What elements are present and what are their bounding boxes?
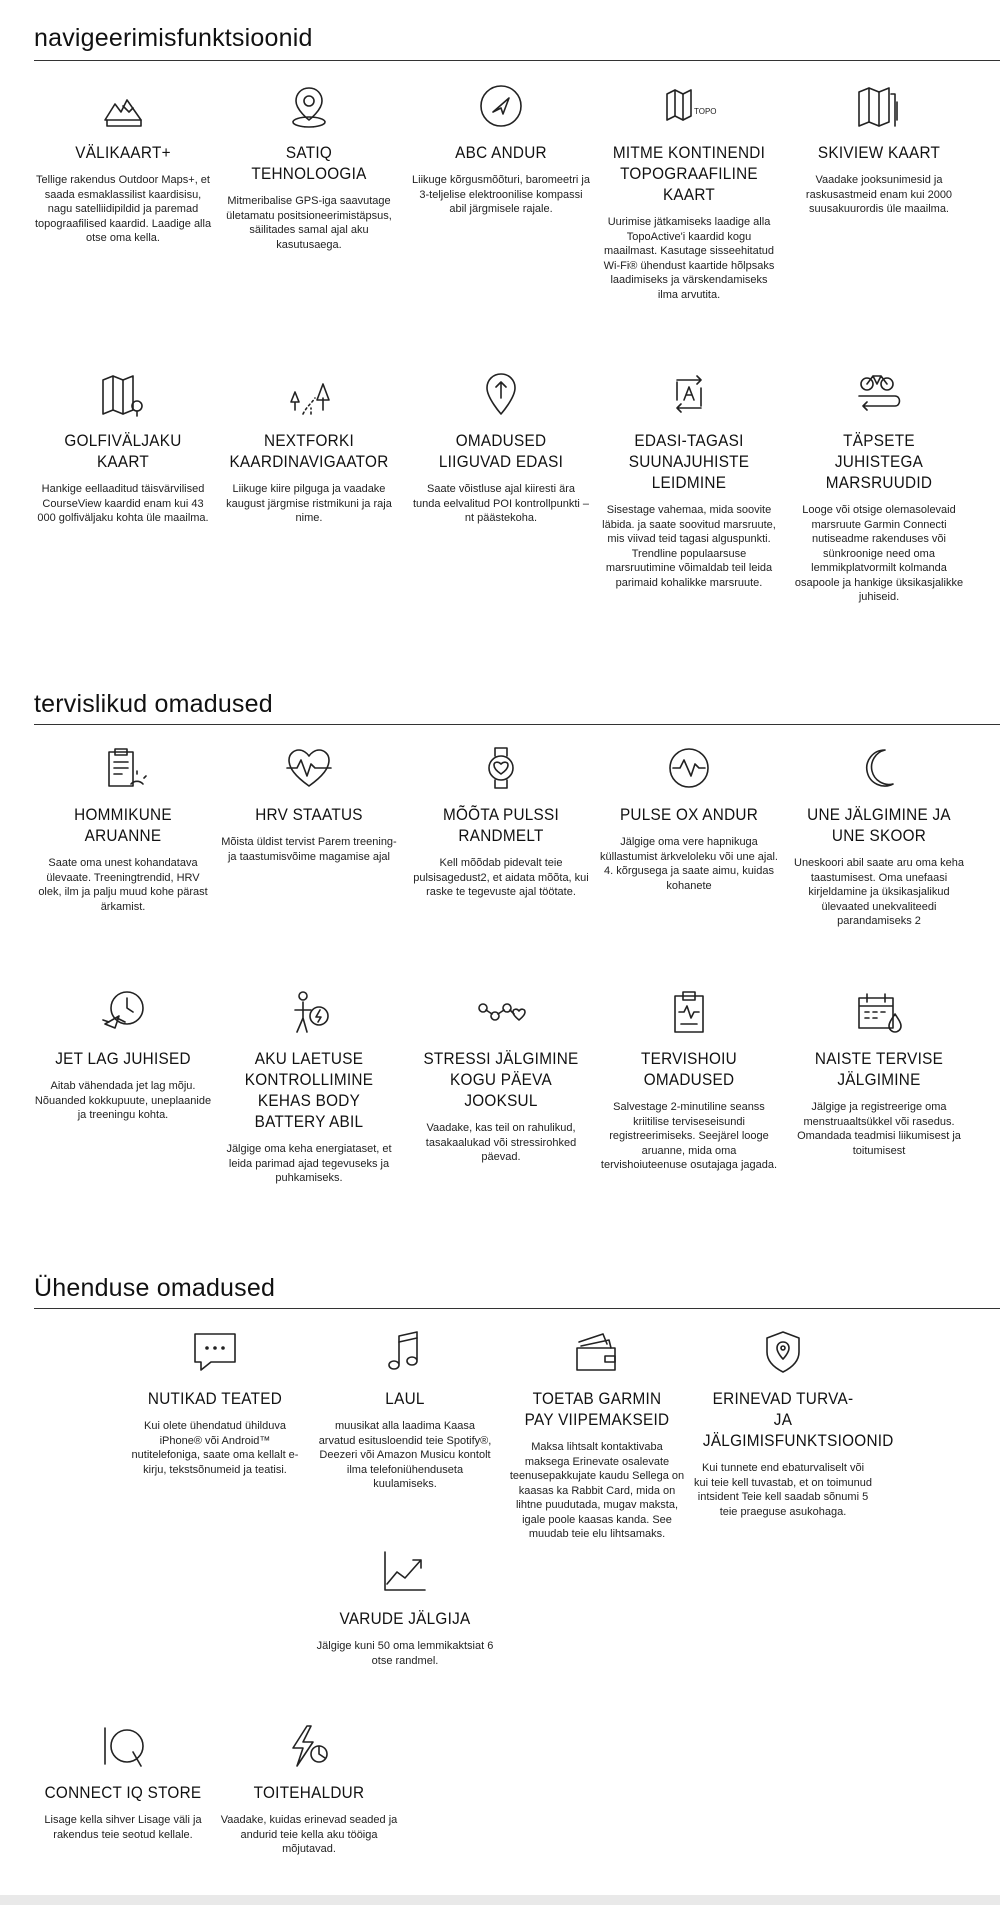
section-divider [34,1308,1000,1309]
feature-text: Saate oma unest kohandatava ülevaate. Treeningtrendid, HRV olek, ilm ja palju muud kohe pärast ärkamist. [38,857,208,913]
feature-title: ABC ANDUR [455,143,547,162]
feature-text: Uneskoori abil saate aru oma keha taastumisest. Oma unefaasi kirjeldamine ja üksikasjalikud ülevaated unekvaliteedi parandamiseks 2 [794,857,964,927]
feature-text: Mõista üldist tervist Parem treening- ja taastumisvõime magamise ajal [221,836,397,863]
feature-text: Sisestage vahemaa, mida soovite läbida. ja saate soovitud marsruute, mis viivad teid tagasi alguspunkti. Trendline populaarsuse marsruutimine võimaldab teil leida parimaid kohalikke marsruute. [602,504,776,589]
section-title-navigation: navigeerimisfunktsioonid [34,24,313,52]
feature-hrv [220,744,398,864]
feature-title: OMADUSED LIIGUVAD EDASI [438,431,564,471]
feature-title: LAUL [385,1389,425,1408]
calendar-drop-icon [851,988,907,1036]
feature-garmin-pay [508,1328,686,1542]
plane-clock-icon [95,988,151,1036]
page-footer-strip [0,1895,1000,1905]
feature-title: PULSE OX ANDUR [619,805,759,824]
feature-title: EDASI-TAGASI SUUNAJUHISTE LEIDMINE [628,431,750,492]
clipboard-health-icon [661,988,717,1036]
feature-text: Uurimise jätkamiseks laadige alla TopoActive'i kaardid kogu maailmast. Kasutage sisseehitatud Wi-Fi® ühendust kaartide hõlpsaks laadimiseks ja värskendamiseks ilma arvutita. [603,216,775,301]
feature-turn-by-turn [790,370,968,605]
feature-text: Looge või otsige olemasolevaid marsruute Garmin Connecti nutiseadme rakenduses või sünkroonige need oma lemmikplatvormilt kolmanda osapoole ja hankige üksikasjalikke juhiseid. [794,504,964,603]
feature-title: HRV STAATUS [255,805,363,824]
feature-text: Aitab vähendada jet lag mõju. Nõuanded kokkupuute, uneplaanide ja treeningu kohta. [34,1080,212,1121]
feature-title: MITME KONTINENDI TOPOGRAAFILINE KAART [612,143,766,204]
feature-title: TÄPSETE JUHISTEGA MARSRUUDID [825,431,933,492]
feature-wrist-hr [412,744,590,900]
svg-text:TOPO: TOPO [694,107,717,116]
section-divider [34,60,1000,61]
feature-title: NUTIKAD TEATED [147,1389,283,1408]
trail-fork-icon [281,370,337,418]
feature-music [316,1328,494,1492]
feature-text: Liikuge kiire pilguga ja vaadake kaugust järgmise ristmikuni ja raja nime. [226,483,392,524]
feature-title: AKU LAETUSE KONTROLLIMINE KEHAS BODY BATTERY ABIL [244,1049,374,1131]
feature-connect-iq [34,1722,212,1842]
shield-pin-icon [755,1328,811,1376]
feature-text: Saate võistluse ajal kiiresti ära tunda eelvalitud POI kontrollpunkti – nt päästekoha. [412,483,590,524]
feature-title: UNE JÄLGIMINE JA UNE SKOOR [807,805,951,845]
feature-text: Tellige rakendus Outdoor Maps+, et saada esmaklassilist kaardisisu, nagu satelliidipildid ja paremad topograafilised kaardid. Laadige alla otse oma kella. [34,174,212,244]
feature-topo-map [600,82,778,302]
feature-text: Jälgige oma vere hapnikuga küllastumist ärkveloleku või une ajal. 4. kõrgusega ja saate aimu, kuidas kohanete [600,836,778,892]
body-battery-icon [281,988,337,1036]
feature-nextfork [220,370,398,526]
section-divider [34,724,1000,725]
feature-text: Hankige eellaaditud täisvärvilised CourseView kaardid enam kui 43 000 golfiväljaku kohta üle maailma. [37,483,209,524]
feature-text: Jälgige kuni 50 oma lemmikaktsiat 6 otse randmel. [316,1640,494,1667]
golf-map-icon [95,370,151,418]
feature-text: Lisage kella sihver Lisage väli ja rakendus teie seotud kellale. [44,1814,202,1841]
feature-satiq [220,82,398,252]
wallet-cards-icon [569,1328,625,1376]
feature-title: HOMMIKUNE ARUANNE [74,805,172,845]
feature-text: muusikat alla laadima Kaasa arvatud esitusloendid teie Spotify®, Deezeri või Amazon Musicu kontolt ilma telefoniühenduseta kuulamiseks. [318,1420,492,1490]
feature-text: Kell mõõdab pidevalt teie pulsisagedust2, et aidata mõõta, kui raske te tegevuste ajal töötate. [413,857,589,898]
watch-heart-icon [473,744,529,792]
feature-womens-health [790,988,968,1158]
hrv-heart-icon [281,744,337,792]
feature-power-manager [220,1722,398,1857]
feature-title: JET LAG JUHISED [55,1049,191,1068]
feature-smart-notifications [126,1328,304,1477]
arrow-pin-icon [473,370,529,418]
feature-golf-map [34,370,212,526]
feature-title: SATIQ TEHNOLOOGIA [251,143,367,183]
ski-map-icon [851,82,907,130]
feature-stock-tracker [316,1548,494,1668]
feature-title: VARUDE JÄLGIJA [339,1609,471,1628]
feature-stress [412,988,590,1165]
feature-morning-report [34,744,212,914]
feature-title: TOETAB GARMIN PAY VIIPEMAKSEID [524,1389,670,1429]
feature-text: Kui tunnete end ebaturvaliselt või kui teie kell tuvastab, et on toimunud intsident Teie kell saadab sõnumi 5 teie praeguse asukohaga. [694,1462,872,1518]
feature-text: Mitmeribalise GPS-iga saavutage ületamatu positsioneerimistäpsus, säilitades samal ajal aku kasutusaega. [226,195,392,251]
feature-title: TERVISHOIU OMADUSED [641,1049,737,1089]
moon-icon [851,744,907,792]
feature-pulse-ox [600,744,778,893]
feature-text: Jälgige oma keha energiataset, et leida parimad ajad tegevuseks ja puhkamiseks. [226,1143,392,1184]
feature-text: Maksa lihtsalt kontaktivaba maksega Erinevate osalevate teenusepakkujate kaudu Sellega on kaasas ka Rabbit Card, mida on lihtne puudutada, mugav maksta, igale poole kaasas kanda. See muudab teie elu lihtsamaks. [509,1441,685,1540]
feature-moving-forward [412,370,590,526]
feature-title: CONNECT IQ STORE [44,1783,202,1802]
feature-text: Liikuge kõrgusmõõturi, baromeetri ja 3-teljelise elektroonilise kompassi abil järgmisele rajale. [412,174,590,215]
feature-text: Jälgige ja registreerige oma menstruaaltsükkel või rasedus. Omandada teadmisi liikumisest ja toitumisest [797,1101,961,1157]
section-title-connectivity: Ühenduse omadused [34,1274,276,1302]
feature-body-battery [220,988,398,1186]
pulse-ox-icon [661,744,717,792]
feature-title: VÄLIKAART+ [75,143,171,162]
feature-text: Salvestage 2-minutiline seanss kriitilise terviseseisundi registreerimiseks. Seejärel looge aruanne, mida oma tervishoiuteenuse osutajaga jagada. [600,1101,778,1171]
feature-valikaart [34,82,212,246]
morning-report-icon [95,744,151,792]
feature-safety-tracking [694,1328,894,1519]
feature-title: MÕÕTA PULSSI RANDMELT [442,805,560,845]
feature-text: Vaadake, kas teil on rahulikud, tasakaalukad või stressirohked päevad. [425,1122,577,1163]
connect-iq-icon [95,1722,151,1770]
feature-abc-sensor [412,82,590,217]
power-manager-icon [281,1722,337,1770]
section-title-health: tervislikud omadused [34,690,273,718]
round-trip-icon [661,370,717,418]
feature-skiview [790,82,968,217]
feature-text: Vaadake, kuidas erinevad seaded ja andurid teie kella aku tööiga mõjutavad. [220,1814,398,1855]
feature-jet-lag [34,988,212,1123]
feature-text: Kui olete ühendatud ühilduva iPhone® või Android™ nutitelefoniga, saate oma kellalt e-kirju, tekstsõnumeid ja teatisi. [131,1420,299,1476]
chat-bubble-icon [187,1328,243,1376]
feature-text: Vaadake jooksunimesid ja raskusastmeid enam kui 2000 suusakuurordis üle maailma. [805,174,953,215]
feature-sleep-score [790,744,968,929]
bike-route-icon [851,370,907,418]
stock-chart-icon [377,1548,433,1596]
feature-title: NAISTE TERVISE JÄLGIMINE [814,1049,944,1089]
feature-title: SKIVIEW KAART [817,143,941,162]
feature-title: STRESSI JÄLGIMINE KOGU PÄEVA JOOKSUL [423,1049,579,1110]
feature-title: GOLFIVÄLJAKU KAART [64,431,182,471]
compass-icon [473,82,529,130]
feature-round-trip [600,370,778,590]
stress-icon [473,988,529,1036]
feature-health-snapshot [600,988,778,1173]
feature-title: NEXTFORKI KAARDINAVIGAATOR [229,431,389,471]
map-mountains-icon [95,82,151,130]
location-pin-icon [281,82,337,130]
music-note-icon [377,1328,433,1376]
feature-title: TOITEHALDUR [253,1783,365,1802]
topo-map-icon [661,82,717,130]
feature-title: ERINEVAD TURVA- JA JÄLGIMISFUNKTSIOONID [702,1389,894,1450]
